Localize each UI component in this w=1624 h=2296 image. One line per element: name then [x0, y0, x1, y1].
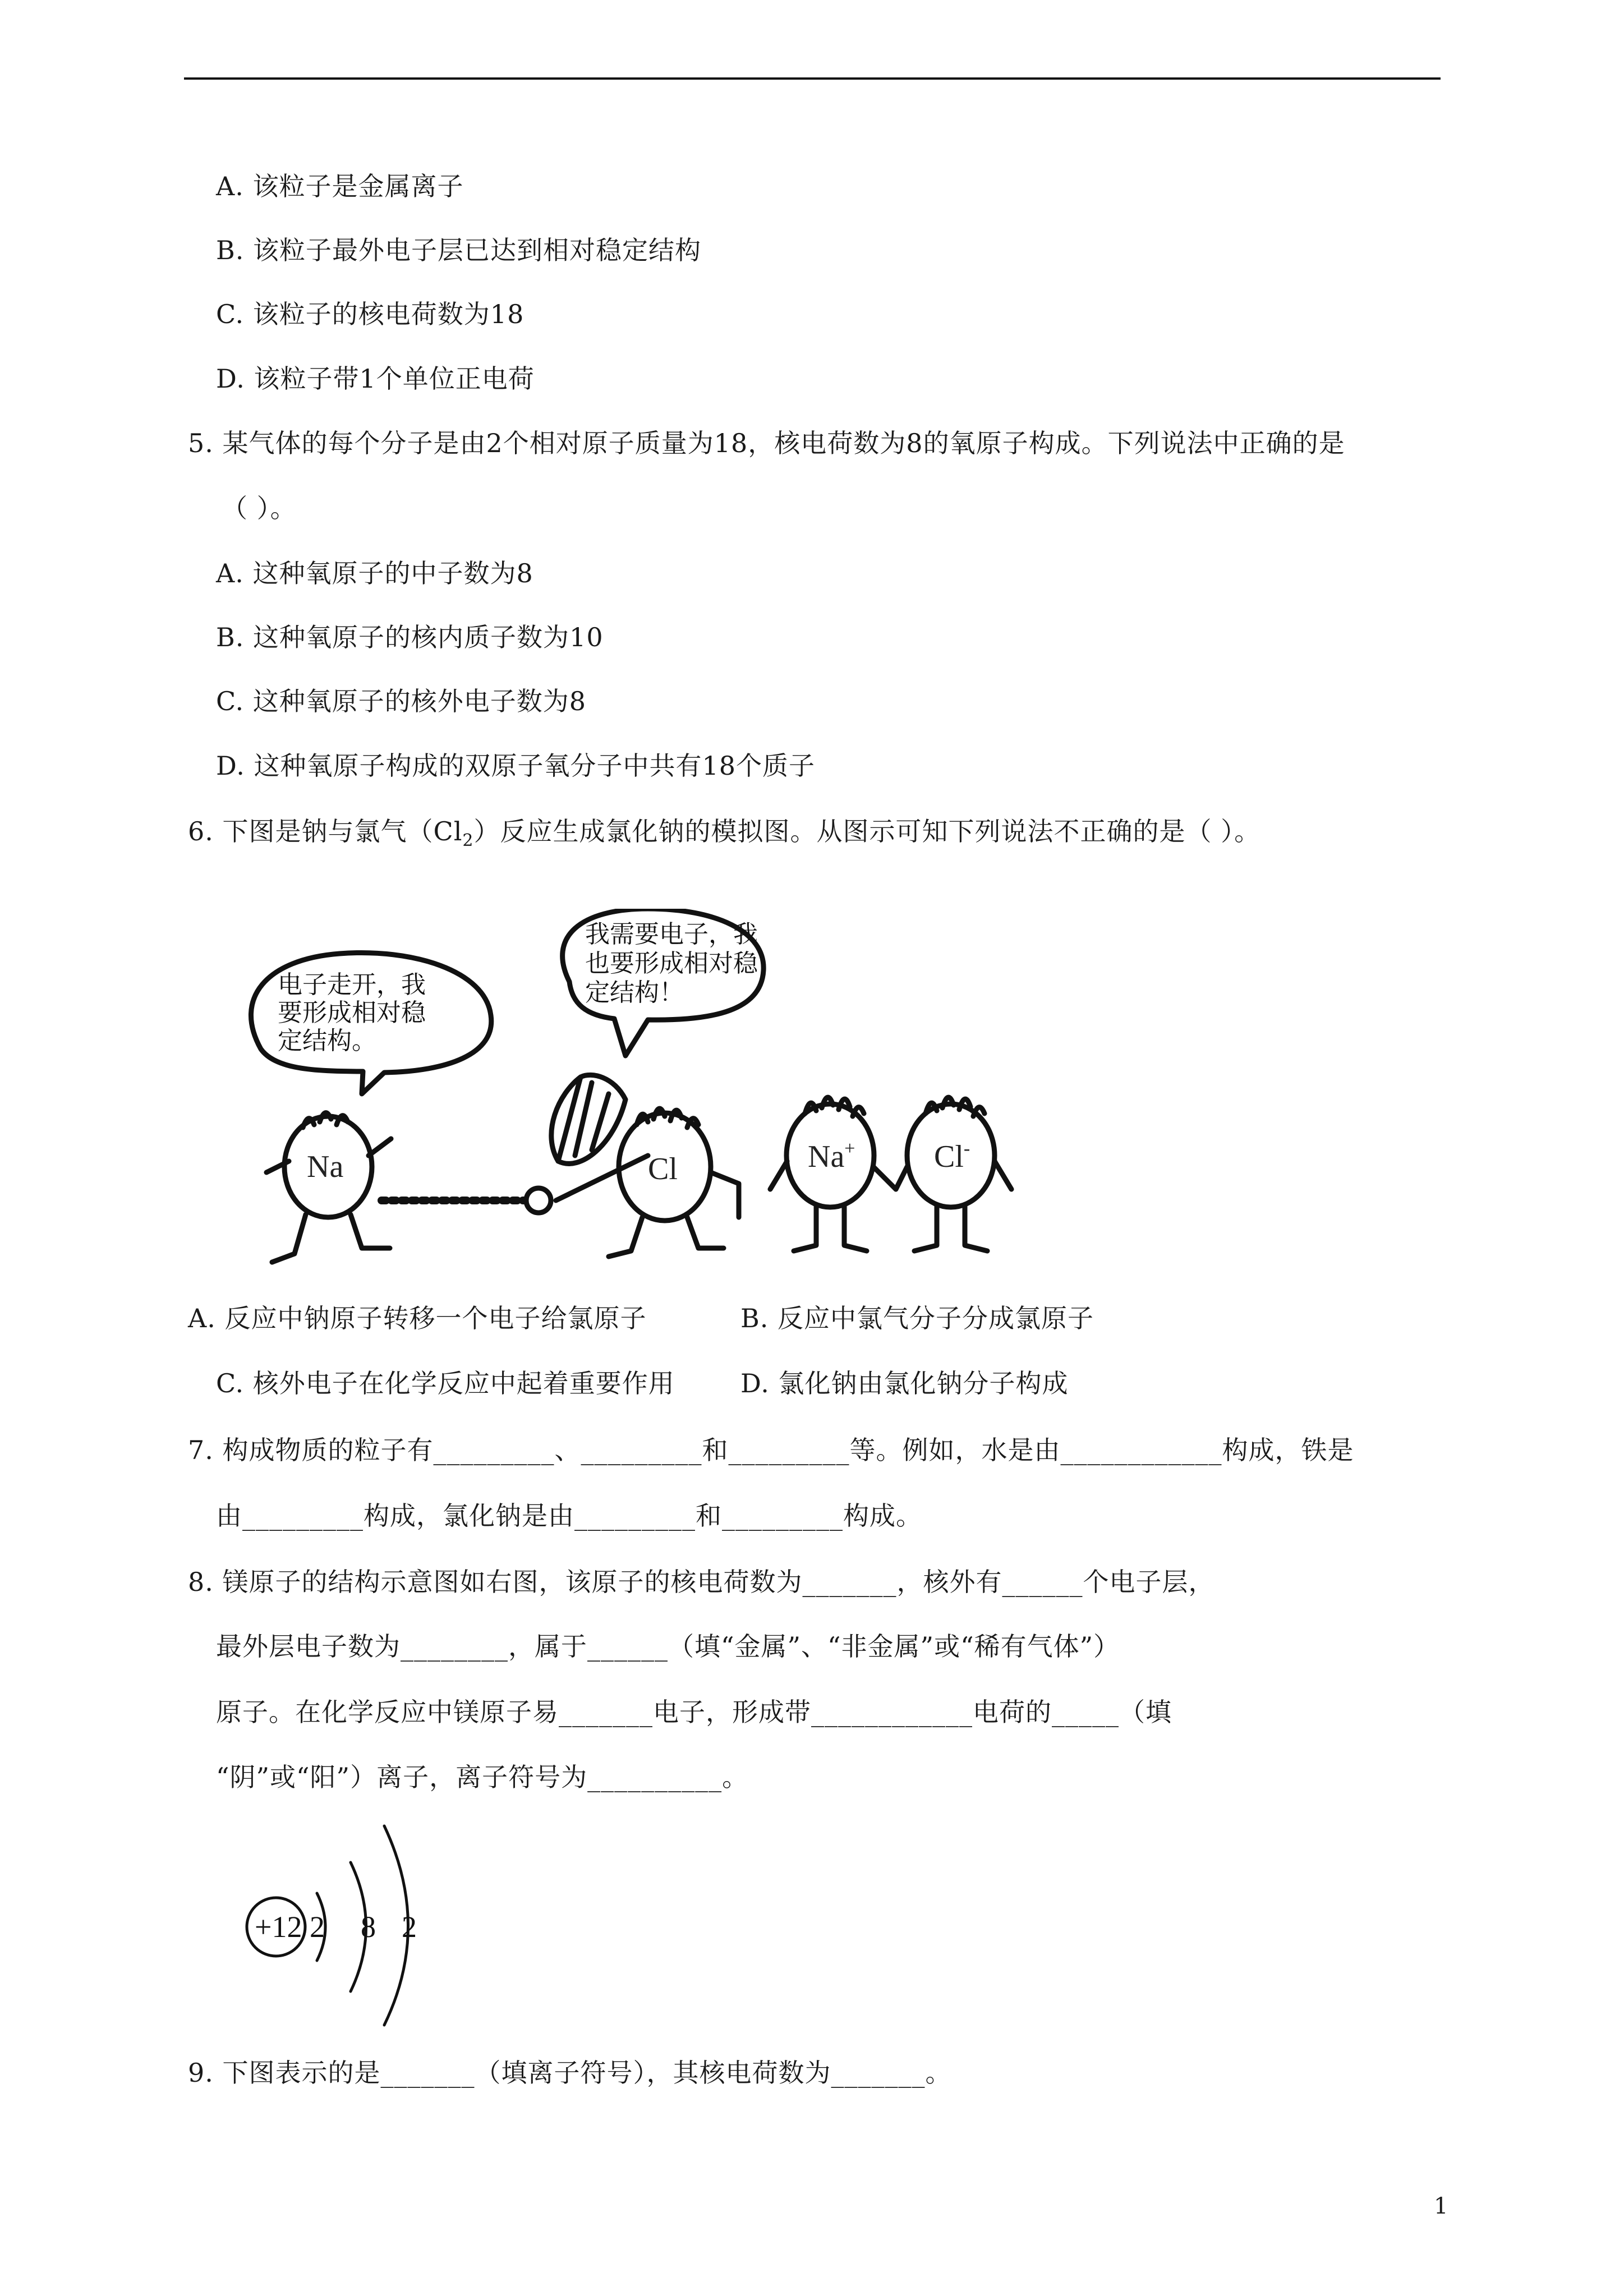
- q5-option-a: A. 这种氧原子的中子数为8: [216, 558, 533, 588]
- header-rule: [184, 77, 1441, 80]
- q4-option-d: D. 该粒子带1个单位正电荷: [216, 364, 535, 394]
- q6-stem-pre: 6. 下图是钠与氯气（Cl: [188, 816, 463, 846]
- q6-stem-subscript: 2: [462, 831, 474, 851]
- q5-stem-line1: 5. 某气体的每个分子是由2个相对原子质量为18，核电荷数为8的氧原子构成。下列说法中正确的是: [188, 428, 1345, 458]
- q8-line2: 最外层电子数为________，属于______（填“金属”、“非金属”或“稀有气体”）: [216, 1631, 1120, 1662]
- cl-bubble-line3: 定结构！: [585, 978, 684, 1007]
- q6-option-b: B. 反应中氯气分子分成氯原子: [740, 1303, 1094, 1333]
- q8-line3: 原子。在化学反应中镁原子易_______电子，形成带____________电荷的_____（填: [216, 1697, 1172, 1727]
- q5-option-b: B. 这种氧原子的核内质子数为10: [216, 622, 604, 652]
- shell-1-count: 2: [310, 1910, 325, 1944]
- q9-line1: 9. 下图表示的是_______（填离子符号），其核电荷数为_______。: [188, 2058, 952, 2088]
- q4-option-a: A. 该粒子是金属离子: [216, 171, 464, 201]
- q6-option-a: A. 反应中钠原子转移一个电子给氯原子: [188, 1303, 647, 1333]
- page-number: 1: [1434, 2193, 1448, 2219]
- na-atom-label: Na: [307, 1149, 344, 1184]
- shell-3-count: 2: [402, 1910, 417, 1944]
- cl-ion-label: [934, 1138, 970, 1174]
- q6-stem-post: ）反应生成氯化钠的模拟图。从图示可知下列说法不正确的是（ ）。: [473, 816, 1261, 846]
- q6-option-d: D. 氯化钠由氯化钠分子构成: [740, 1368, 1069, 1398]
- q5-option-d: D. 这种氧原子构成的双原子氧分子中共有18个质子: [216, 751, 816, 781]
- na-ion-base: Na: [808, 1139, 845, 1174]
- q6-option-c: C. 核外电子在化学反应中起着重要作用: [216, 1368, 675, 1398]
- q8-line1: 8. 镁原子的结构示意图如右图，该原子的核电荷数为_______，核外有______个电子层，: [188, 1567, 1215, 1597]
- q5-stem-line2: （ ）。: [222, 493, 297, 523]
- sodium-chlorine-cartoon: [222, 909, 1164, 1268]
- na-ion-charge: +: [844, 1138, 855, 1159]
- na-ion-label: [808, 1138, 855, 1174]
- nucleus-charge: +12: [255, 1910, 302, 1944]
- na-bubble-line2: 要形成相对稳: [278, 999, 426, 1027]
- q7-line1: 7. 构成物质的粒子有_________、_________和_________等。例如，水是由____________构成，铁是: [188, 1435, 1354, 1465]
- q4-option-b: B. 该粒子最外电子层已达到相对稳定结构: [216, 235, 702, 265]
- magnesium-atom-diagram: [241, 1809, 466, 2028]
- cl-ion-base: Cl: [934, 1139, 964, 1174]
- na-bubble-line3: 定结构。: [278, 1027, 376, 1055]
- cl-ion-charge: -: [963, 1138, 970, 1159]
- cl-atom-label: Cl: [648, 1152, 678, 1186]
- q8-line4: “阴”或“阳”）离子，离子符号为__________。: [216, 1762, 749, 1792]
- shell-2-count: 8: [361, 1910, 376, 1944]
- q7-line2: 由_________构成，氯化钠是由_________和_________构成。: [216, 1501, 922, 1531]
- q6-stem: [188, 815, 1260, 858]
- na-bubble-line1: 电子走开，我: [278, 970, 426, 999]
- cl-bubble-line1: 我需要电子，我: [585, 920, 758, 949]
- q5-option-c: C. 这种氧原子的核外电子数为8: [216, 686, 587, 716]
- cl-bubble-line2: 也要形成相对稳: [585, 949, 758, 978]
- q4-option-c: C. 该粒子的核电荷数为18: [216, 299, 525, 329]
